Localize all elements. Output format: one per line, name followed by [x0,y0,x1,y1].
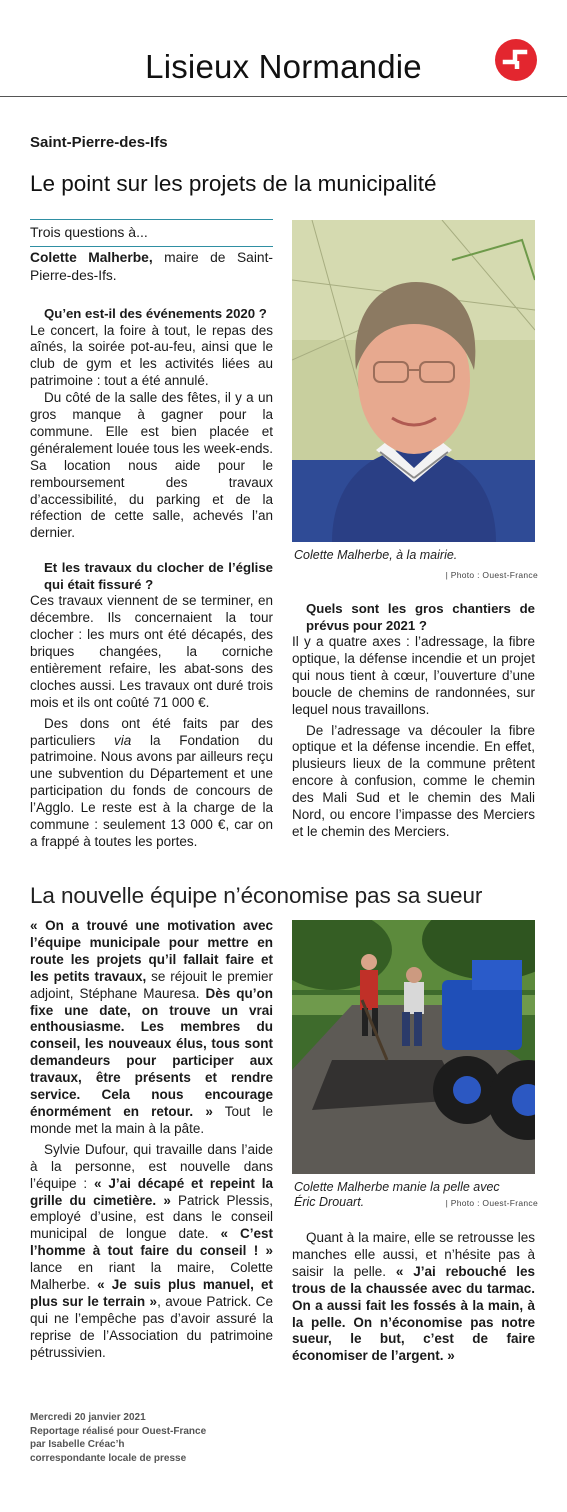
article1-right-column [292,601,535,841]
text-run: se réjouit le premier adjoint, Stéphane Mauresa. [30,968,273,1001]
text-run: Sylvie Dufour, qui travaille dans l’aide à la personne, est nouvelle dans l’équipe : [30,1141,273,1191]
quote: Dès qu’on fixe une date, on trouve un vrai enthousiasme. Les membres du conseil, les nouveaux élus, tous sont demandeurs pour participer aux travaux, être présents et rendre service. Cela nous encourage énormément en retour. » [30,985,273,1119]
section-headline: La nouvelle équipe n’économise pas sa sueur [30,883,483,908]
masthead-rule [0,96,567,97]
text-run: , avoue Patrick. Ce qui ne l’empêche pas d’avoir assuré la reprise de l’Association du patrimoine pétrussivien. [30,1293,273,1360]
article2-paragraph-1 [30,918,273,1138]
three-questions-label: Trois questions à... [30,224,148,240]
divider [30,219,273,220]
footer-line: Reportage réalisé pour Ouest-France [30,1425,207,1437]
article2-left-column [30,918,273,1362]
photo-caption: Colette Malherbe, à la mairie. [294,548,458,562]
question-3: Quels sont les gros chantiers de prévus pour 2021 ? [306,601,535,633]
ouest-france-logo-icon [494,38,538,82]
divider [30,246,273,247]
text-run: Tout le monde met la main à la pâte. [30,1103,273,1136]
quote: « On a trouvé une motivation avec l’équipe municipale pour mettre en route les projets qu’il fallait faire et les petits travaux, [30,918,273,984]
photo-credit: | Photo : Ouest-France [445,570,538,580]
masthead-title: Lisieux Normandie [145,48,422,85]
text-run: Quant à la maire, elle se retrousse les manches elle aussi, et n’hésite pas à saisir la pelle. [292,1230,535,1279]
article1-left-column [30,249,273,851]
text-run: Patrick Plessis, employé d’usine, est dans le conseil municipal de longue date. [30,1192,273,1242]
article2-right-column [292,1230,535,1365]
quote: « C’est l’homme à tout faire du conseil ! » [30,1226,273,1259]
photo-credit: | Photo : Ouest-France [445,1198,538,1208]
footer-date: Mercredi 20 janvier 2021 [30,1412,146,1423]
text-run: la Fondation du patrimoine. Nous avons par ailleurs reçu une subvention du Département et une participation du fonds de concours de l’Agglo. Le reste est à la charge de la commune : seulement 13 000 €, car on a frappé à toutes les portes. [30,732,273,849]
intro-paragraph [30,249,273,284]
answer-1-paragraph-2: Du côté de la salle des fêtes, il y a un gros manque à gagner pour la commune. Elle est bien placée et généralement louée tous les week-ends. Sa location nous aide pour le remboursement des travaux d’accessibilité, du parking et de la réfection de cette salle, achevés l’an dernier. [30,390,273,541]
portrait-photo [292,220,535,542]
photo-caption: Colette Malherbe manie la pelle avec Éric Drouart. [294,1180,500,1209]
answer-1-paragraph-1: Le concert, la foire à tout, le repas des aînés, la soirée pot-au-feu, ainsi que le club de gym et les activités liées au patrimoine : tout a été annulé. [30,322,273,389]
text-run: lance en riant la maire, Colette Malherbe. [30,1260,273,1293]
quote: « J’ai décapé et repeint la grille du cimetière. » [30,1175,274,1208]
quote: « J’ai rebouché les trous de la chaussée avec du tarmac. On a aussi fait les fossés à la main, à la pelle. On n’économise pas notre sueur, le but, c’est de faire économiser de l’argent. » [292,1263,535,1364]
text-run: via [114,732,132,748]
intro-name: Colette Malherbe, [30,250,153,265]
question-1: Qu’en est-il des événements 2020 ? [44,306,267,321]
answer-2-paragraph-2 [30,716,273,851]
text-run: Des dons ont été faits par des particuliers [30,715,273,748]
intro-text: maire de Saint-Pierre-des-Ifs. [30,250,273,283]
article-headline: Le point sur les projets de la municipalité [30,171,437,196]
article2-paragraph-3 [292,1230,535,1365]
roadworks-photo [292,920,535,1174]
answer-3-paragraph-2: De l’adressage va découler la fibre optique et la défense incendie. En effet, plusieurs lieux de la commune prêtent encore à confusion, comme le chemin des Mali Sud et le chemin des Mali Nord, ou encore l’impasse des Merciers et le chemin des Merciers. [292,722,535,839]
footer-line: par Isabelle Créac’h [30,1439,125,1451]
question-2: Et les travaux du clocher de l’église qui était fissuré ? [44,560,273,592]
footer-line: correspondante locale de presse [30,1452,187,1464]
quote: « Je suis plus manuel, et plus sur le terrain » [30,1277,273,1309]
article-kicker: Saint-Pierre-des-Ifs [30,134,168,151]
article2-paragraph-2 [30,1142,273,1362]
byline-footer [30,1411,206,1465]
answer-3-paragraph-1: Il y a quatre axes : l’adressage, la fibre optique, la défense incendie et un projet qui nous tient à cœur, l’ouverture d’une boucle de chemins de randonnées, sur lequel nous travaillons. [292,634,535,717]
answer-2-paragraph-1: Ces travaux viennent de se terminer, en décembre. Ils concernaient la tour clocher : les murs ont été décapés, des briques changées, la corniche entièrement refaire, les abat-sons des cloches aussi. Les travaux ont duré trois mois et ils ont coûté 71 000 €. [30,593,273,710]
